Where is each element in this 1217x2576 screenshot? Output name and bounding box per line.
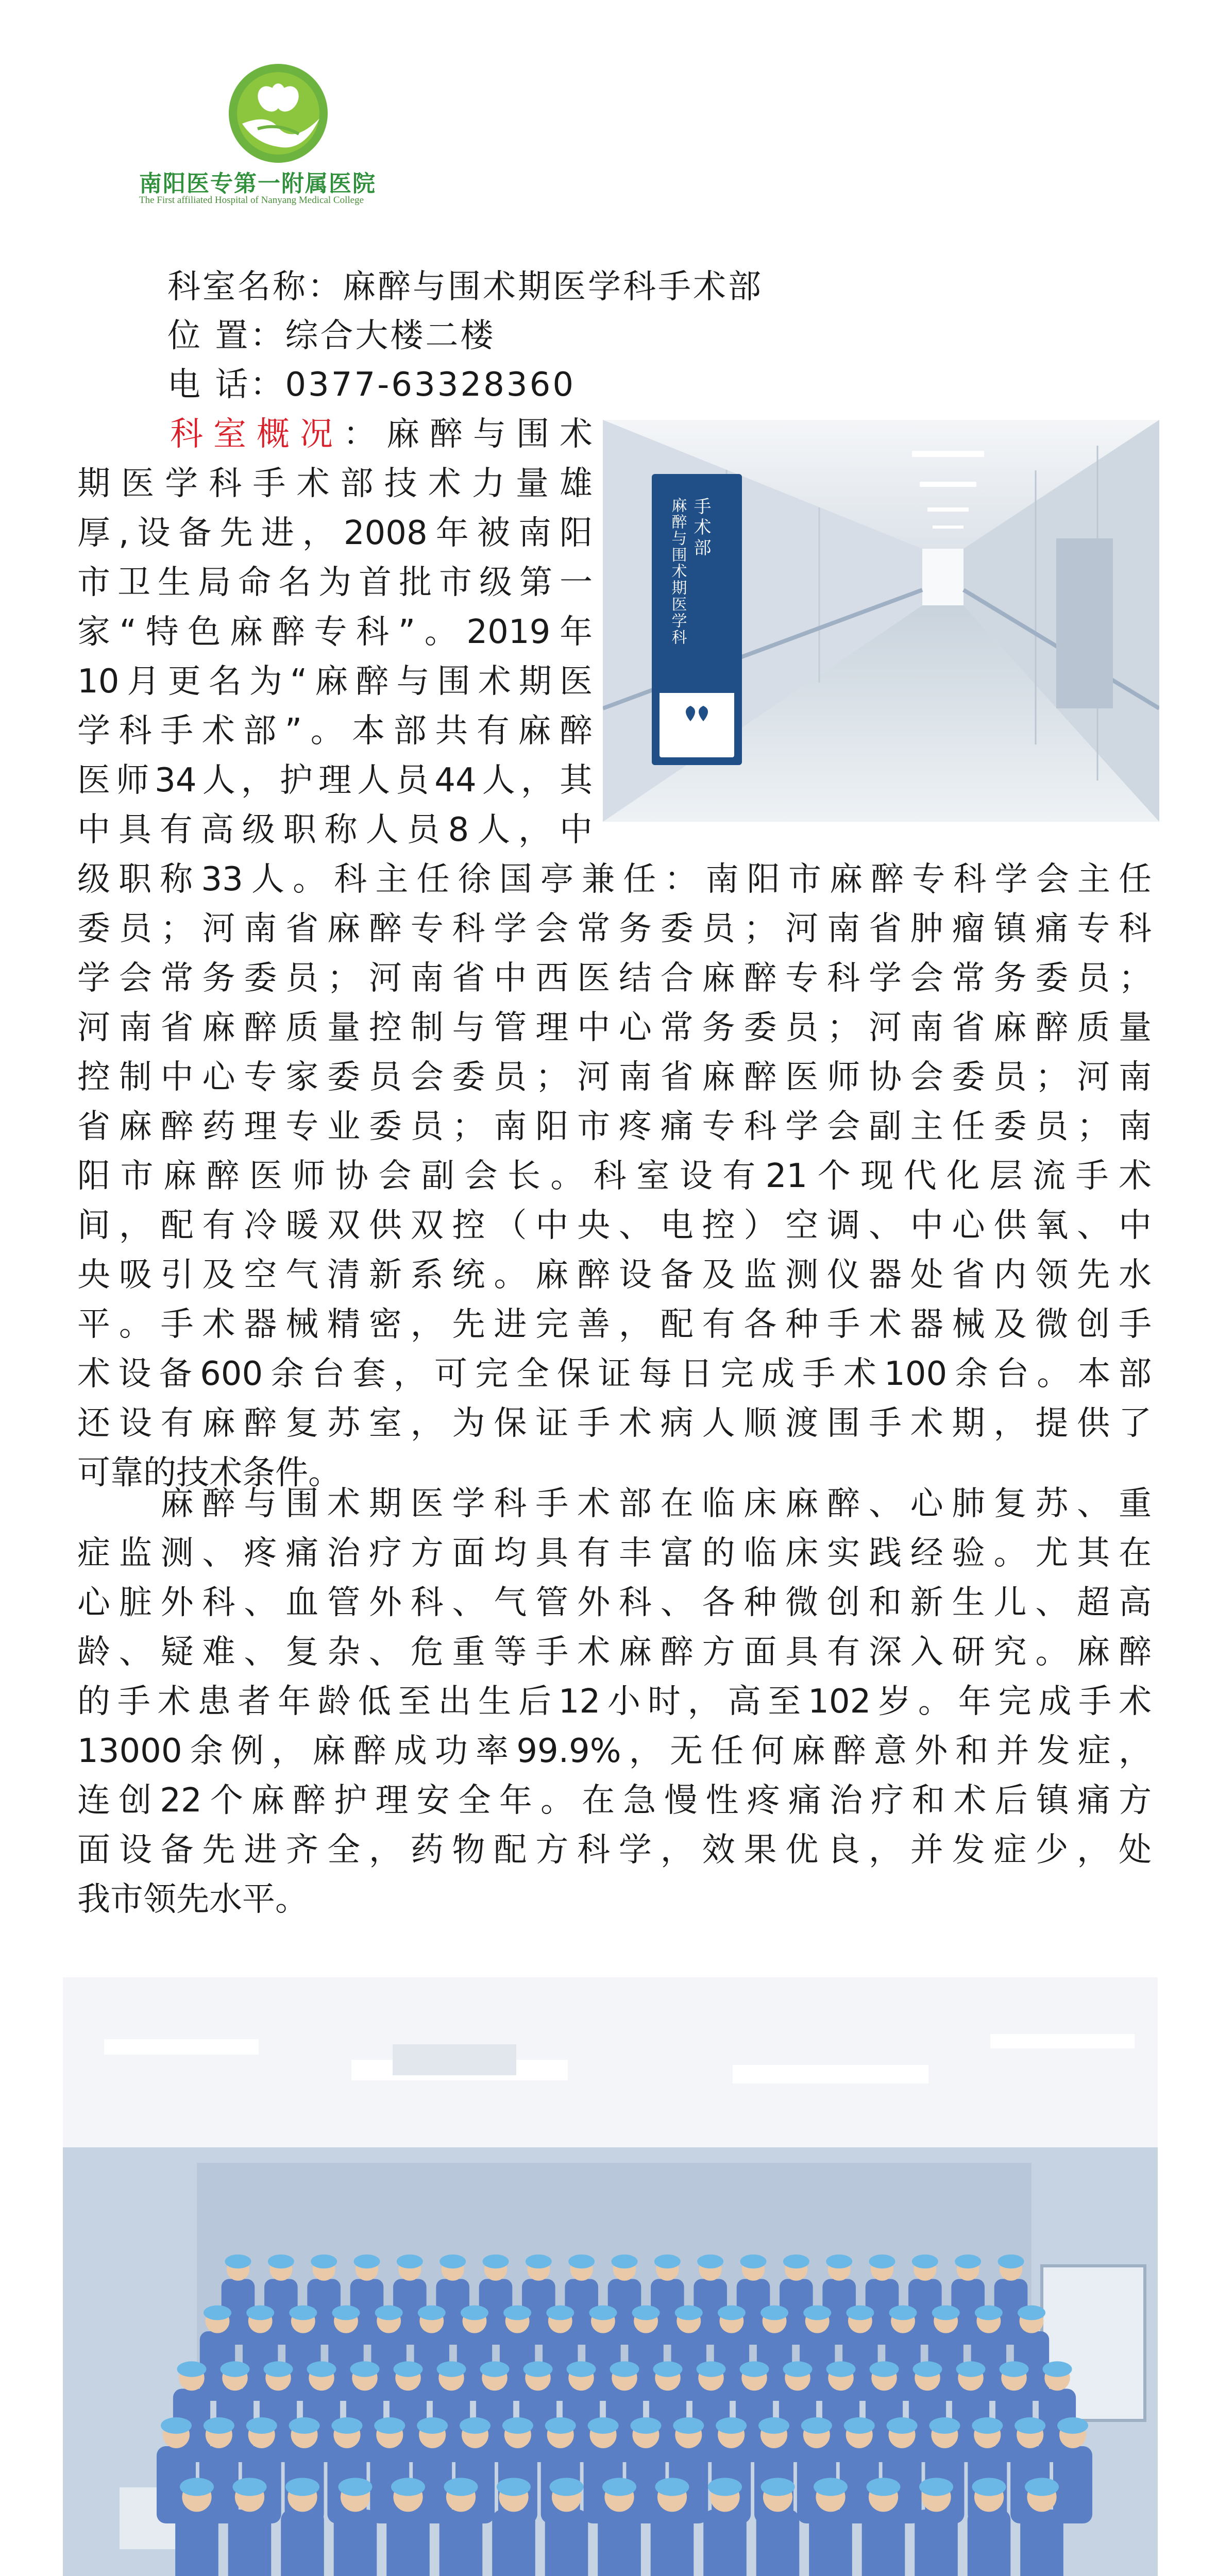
hospital-logo-icon (227, 62, 330, 165)
overview-line: 委员；河南省麻醉专科学会常务委员；河南省肿瘤镇痛专科 (77, 910, 1152, 948)
overview-line-text: ：麻醉与围术 (343, 415, 593, 453)
overview-line: 医师34人，护理人员44人，其 (77, 761, 593, 800)
overview-paragraph-top (77, 410, 593, 855)
overview-line: 市卫生局命名为首批市级第一 (77, 564, 593, 602)
overview-line: 央吸引及空气清新系统。麻醉设备及监测仪器处省内领先水 (77, 1256, 1152, 1294)
experience-line: 龄、疑难、复杂、危重等手术麻醉方面具有深入研究。麻醉 (77, 1633, 1152, 1671)
overview-line: 学科手术部”。本部共有麻醉 (77, 712, 593, 750)
overview-line: 术设备600余台套，可完全保证每日完成手术100余台。本部 (77, 1355, 1152, 1393)
corridor-photo (603, 420, 1159, 822)
experience-line: 的手术患者年龄低至出生后12小时，高至102岁。年完成手术 (77, 1683, 1152, 1721)
overview-line: 10月更名为“麻醉与围术期医 (77, 663, 593, 701)
overview-label: 科室概况 (170, 415, 343, 453)
experience-line: 心脏外科、血管外科、气管外科、各种微创和新生儿、超高 (77, 1584, 1152, 1622)
overview-line: 省麻醉药理专业委员；南阳市疼痛专科学会副主任委员；南 (77, 1108, 1152, 1146)
overview-line: 家“特色麻醉专科”。2019年 (77, 613, 593, 651)
experience-line: 面设备先进齐全，药物配方科学，效果优良，并发症少，处 (77, 1831, 1152, 1869)
experience-line: 我市领先水平。 (77, 1880, 308, 1919)
overview-line: 平。手术器械精密，先进完善，配有各种手术器械及微创手 (77, 1306, 1152, 1344)
overview-line: 级职称33人。科主任徐国亭兼任：南阳市麻醉专科学会主任 (77, 860, 1152, 899)
sign-main-text: 麻醉与围术期医学科 (668, 497, 687, 646)
overview-line: 厚,设备先进，2008年被南阳 (77, 514, 593, 552)
location-line: 位 置：综合大楼二楼 (167, 317, 496, 355)
staff-group-photo (63, 1977, 1158, 2576)
overview-line: 阳市麻醉医师协会副会长。科室设有21个现代化层流手术 (77, 1157, 1152, 1195)
experience-line: 连创22个麻醉护理安全年。在急慢性疼痛治疗和术后镇痛方 (77, 1782, 1152, 1820)
overview-line: 河南省麻醉质量控制与管理中心常务委员；河南省麻醉质量 (77, 1009, 1152, 1047)
phone-line: 电 话：0377-63328360 (167, 366, 576, 404)
overview-line (77, 410, 593, 459)
department-name-line: 科室名称：麻醉与围术期医学科手术部 (167, 268, 763, 306)
overview-line: 可靠的技术条件。 (77, 1454, 341, 1492)
experience-line: 麻醉与围术期医学科手术部在临床麻醉、心肺复苏、重 (77, 1485, 1152, 1523)
overview-line: 学会常务委员；河南省中西医结合麻醉专科学会常务委员； (77, 959, 1152, 997)
hospital-name: 南阳医专第一附属医院 (139, 171, 376, 197)
experience-line: 症监测、疼痛治疗方面均具有丰富的临床实践经验。尤其在 (77, 1534, 1152, 1572)
overview-line: 期医学科手术部技术力量雄 (77, 465, 593, 503)
experience-line: 13000余例，麻醉成功率99.9%，无任何麻醉意外和并发症， (77, 1732, 1152, 1770)
overview-line: 中具有高级职称人员8人，中 (77, 811, 593, 849)
hospital-name-english: The First affiliated Hospital of Nanyang Medical College (139, 195, 364, 206)
sign-top-text: 手术部 (690, 497, 711, 559)
overview-line: 控制中心专家委员会委员；河南省麻醉医师协会委员；河南 (77, 1058, 1152, 1096)
overview-paragraph-bottom (77, 855, 1152, 1498)
overview-line: 还设有麻醉复苏室，为保证手术病人顺渡围手术期，提供了 (77, 1404, 1152, 1443)
overview-line: 间，配有冷暖双供双控（中央、电控）空调、中心供氧、中 (77, 1207, 1152, 1245)
experience-paragraph (77, 1479, 1152, 1924)
